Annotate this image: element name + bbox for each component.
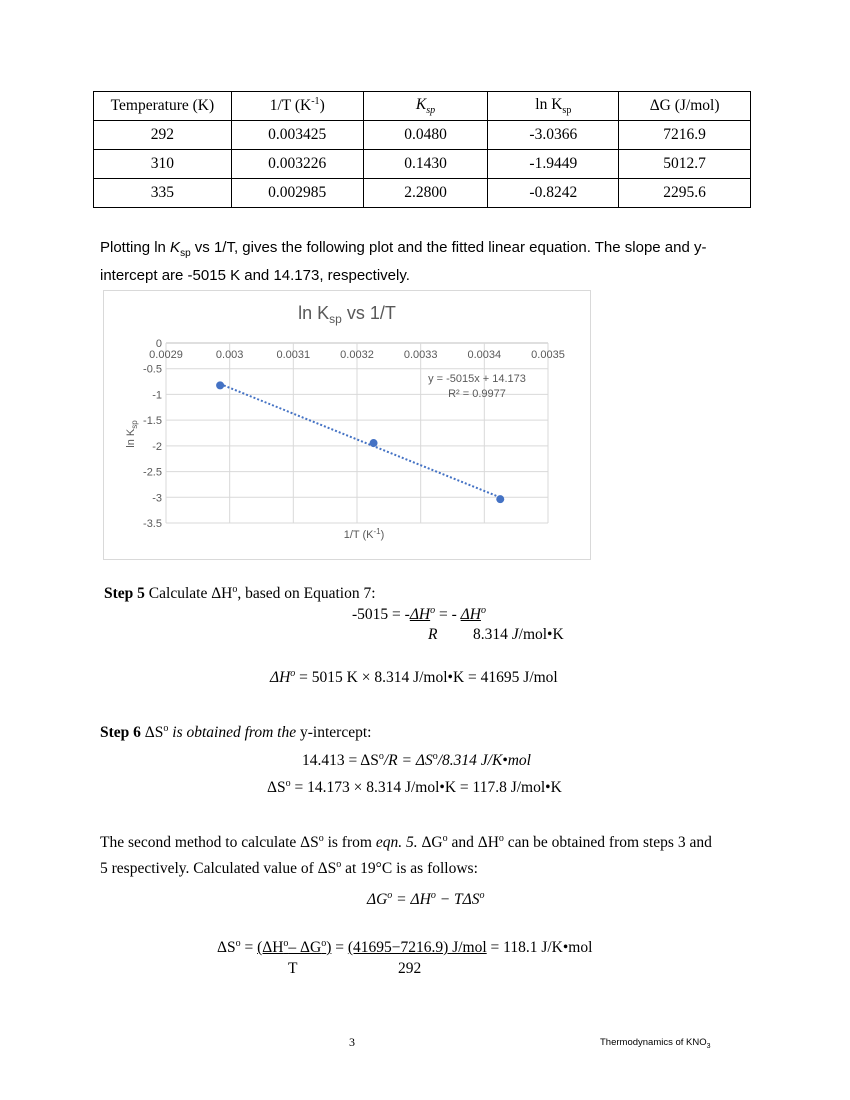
table-cell: 2.2800: [363, 179, 488, 208]
table-cell: 5012.7: [619, 150, 751, 179]
step6-equation-line: $14.413 = \Delta S^o/R = \Delta S^o/8.314$ J/K•mol: [302, 751, 531, 770]
header-delta-g: ΔG (J/mol): [619, 92, 751, 121]
table-row: [94, 121, 751, 150]
intro-line-2: intercept are -5015 K and 14.173, respectively.: [100, 267, 410, 284]
table-cell: -3.0366: [488, 121, 619, 150]
chart-title: $\ln K_{sp}$ vs 1/T: [298, 303, 396, 326]
table-row: [94, 179, 751, 208]
table-cell: 0.003425: [231, 121, 363, 150]
step5-denominator-r: R: [428, 626, 438, 643]
intro-line-1: Plotting $\ln K_{sp}$ vs 1/T, gives the following plot and the fitted linear equation. The slope and y-: [100, 239, 707, 259]
header-ln-ksp: $\ln K_{sp}$: [488, 92, 619, 121]
chart: [103, 290, 591, 560]
step5-heading: Step 5 Calculate $\Delta H^o$, based on Equation 7:: [104, 584, 376, 603]
method2-line-2: 5 respectively. Calculated value of $\Delta S^o$ at 19°C is as follows:: [100, 859, 478, 878]
y-tick-label: -2.5: [143, 466, 162, 479]
chart-svg: [104, 291, 590, 559]
footer-title: Thermodynamics of $KNO_3$: [600, 1037, 711, 1050]
table-cell: 292: [94, 121, 232, 150]
table-header-row: [94, 92, 751, 121]
table-cell: 0.0480: [363, 121, 488, 150]
entropy-equation: $\Delta S^o = (\Delta H^o-$ $\Delta G^o) = (41695-7216.9)$ J/mol = 118.1 J/K•mol: [217, 938, 593, 957]
header-ksp: $K_{sp}$: [363, 92, 488, 121]
table-cell: -1.9449: [488, 150, 619, 179]
method2-line-1: The second method to calculate $\Delta S^o$ is from eqn. 5. $\Delta G^o$ and $\Delta H^o$ can be obtained from steps 3 and: [100, 833, 712, 852]
x-tick-label: 0.0034: [467, 349, 502, 361]
method2-paragraph: [100, 828, 760, 880]
x-tick-label: 0.0035: [531, 349, 565, 361]
entropy-denominator-value: 292: [398, 960, 422, 977]
table-cell: -0.8242: [488, 179, 619, 208]
x-tick-label: 0.0033: [403, 349, 438, 361]
y-tick-label: -3: [152, 492, 162, 505]
data-table: [93, 91, 751, 208]
table-cell: 2295.6: [619, 179, 751, 208]
y-tick-label: -1.5: [143, 415, 162, 428]
data-point: [216, 381, 224, 389]
trendline: [220, 384, 500, 497]
table-cell: 7216.9: [619, 121, 751, 150]
x-tick-label: 0.003: [215, 349, 244, 361]
step6-heading: Step 6 $\Delta S^o$ is obtained from the y-intercept:: [100, 723, 372, 742]
step5-equation-line: $-5015 = -\Delta H^o$ = - $\Delta H^o$: [352, 605, 486, 624]
step6-result: $\Delta S^o = 14.173 \times 8.314$ J/mol•K = 117.8 J/mol•K: [267, 778, 562, 797]
y-tick-label: 0: [155, 338, 162, 350]
table-cell: 335: [94, 179, 232, 208]
table-cell: 0.1430: [363, 150, 488, 179]
data-point: [496, 495, 504, 503]
r-squared-label: R² = 0.9977: [448, 388, 506, 400]
y-tick-label: -1: [152, 389, 162, 402]
page-number: 3: [349, 1035, 355, 1049]
trendline-equation: y = -5015x + 14.173: [428, 373, 526, 385]
intro-paragraph: [100, 237, 780, 287]
x-axis-label: 1/T $(K^{-1})$: [343, 527, 385, 541]
table-cell: 0.003226: [231, 150, 363, 179]
table-row: [94, 150, 751, 179]
x-tick-label: 0.0032: [340, 349, 374, 361]
y-tick-label: -3.5: [143, 518, 162, 530]
gibbs-equation: $\Delta G^o = \Delta H^o - T\Delta S^o$: [367, 890, 485, 909]
table-cell: 310: [94, 150, 232, 179]
step5-denominator-value: 8.314 J/mol•K: [473, 626, 564, 643]
entropy-denominator-t: T: [288, 960, 298, 977]
data-point: [370, 439, 378, 447]
y-axis-label: $\ln K_{sp}$: [125, 420, 139, 448]
y-tick-label: -2: [152, 440, 162, 453]
y-tick-label: -0.5: [143, 363, 162, 376]
x-tick-label: 0.0031: [276, 349, 311, 361]
table-cell: 0.002985: [231, 179, 363, 208]
header-inverse-temperature: 1/T $(K^{-1})$: [231, 92, 363, 121]
header-temperature: Temperature (K): [94, 92, 232, 121]
x-tick-label: 0.0029: [149, 349, 183, 361]
step5-result: $\Delta H^o = 5015$ K × 8.314 J/mol•K = 41695 J/mol: [270, 668, 558, 687]
